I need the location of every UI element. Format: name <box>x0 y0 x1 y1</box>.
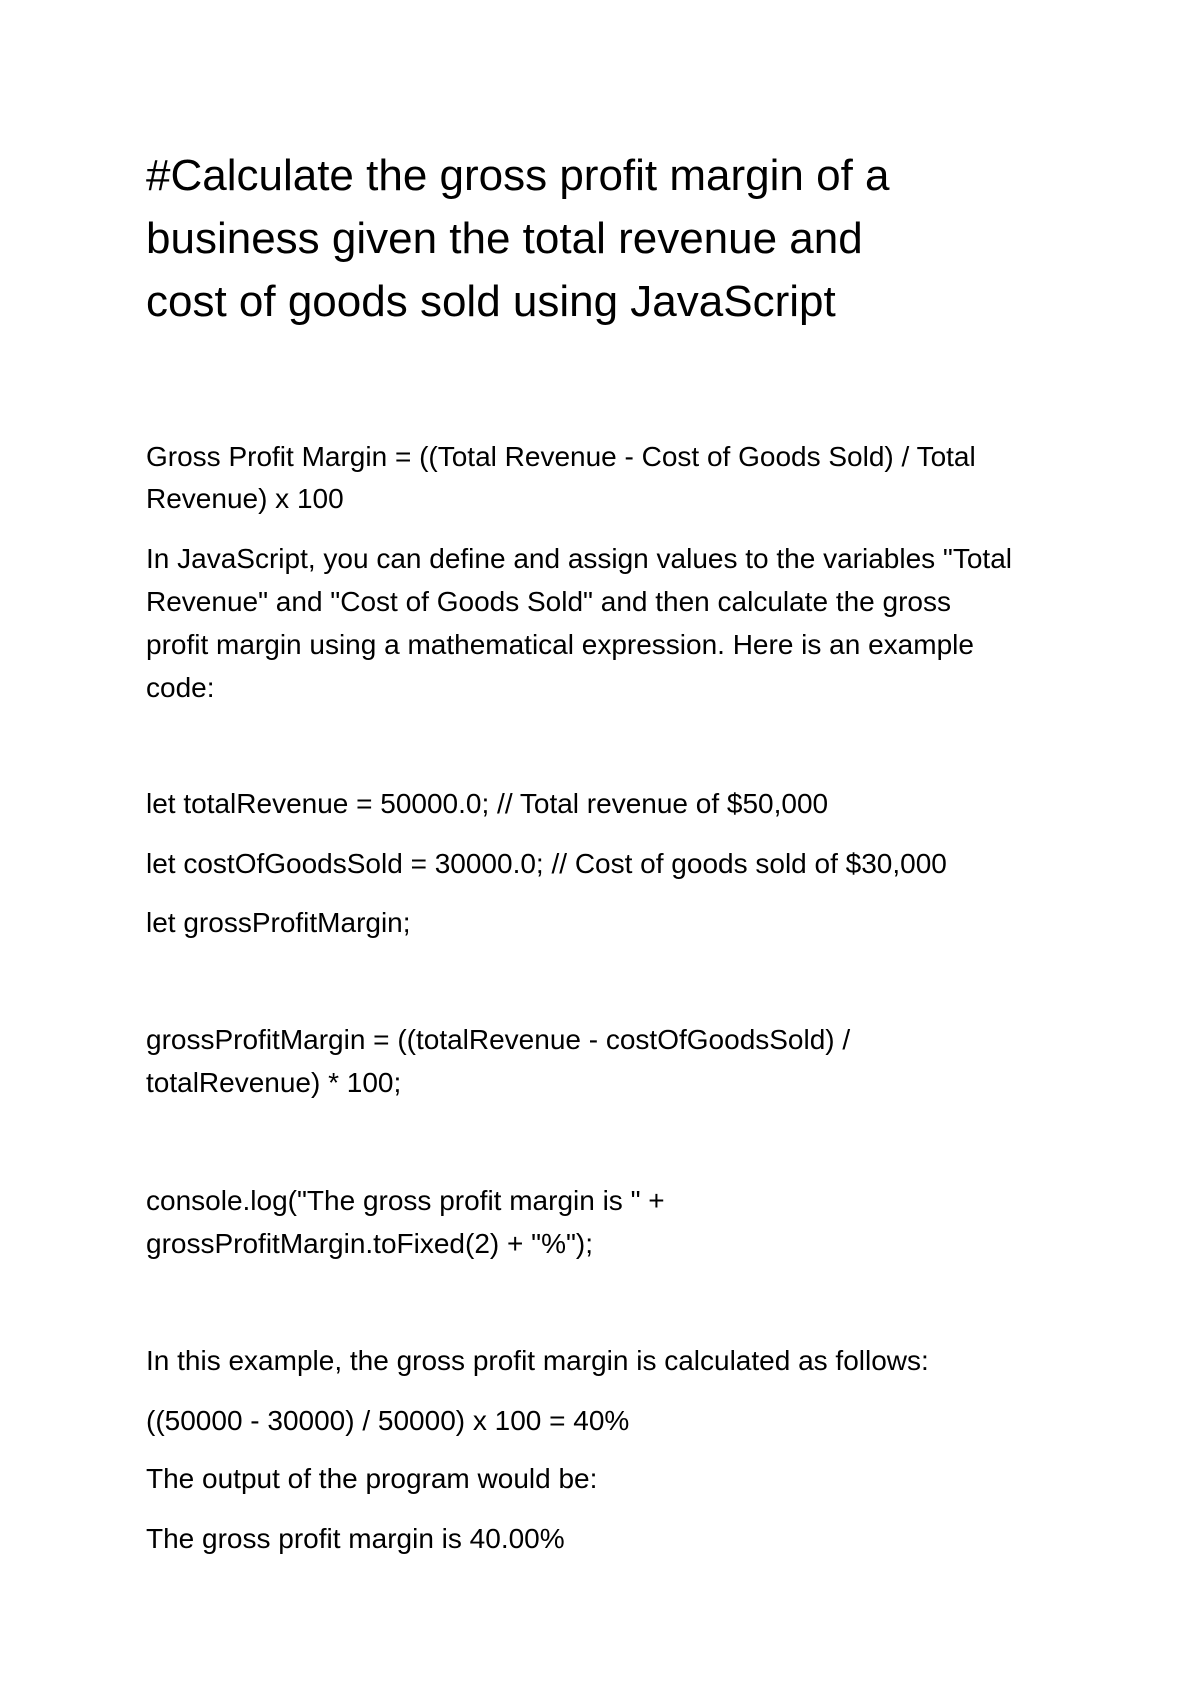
formula-line-1: Gross Profit Margin = ((Total Revenue - Cost of Goods Sold) / Total <box>146 441 976 472</box>
calculation-line: ((50000 - 30000) / 50000) x 100 = 40% <box>146 1405 630 1436</box>
formula-line-2: Revenue) x 100 <box>146 483 344 514</box>
code-line-margin-calc-1: grossProfitMargin = ((totalRevenue - costOfGoodsSold) / <box>146 1024 851 1055</box>
code-line-total-revenue: let totalRevenue = 50000.0; // Total revenue of $50,000 <box>146 788 829 819</box>
document-title-line-3: cost of goods sold using JavaScript <box>146 277 836 326</box>
intro-line-2: Revenue" and "Cost of Goods Sold" and then calculate the gross <box>146 586 951 617</box>
intro-line-3: profit margin using a mathematical expression. Here is an example <box>146 629 974 660</box>
explanation-line: In this example, the gross profit margin is calculated as follows: <box>146 1345 929 1376</box>
document-title-line-2: business given the total revenue and <box>146 214 863 263</box>
code-line-console-log-1: console.log("The gross profit margin is " + <box>146 1185 665 1216</box>
code-line-margin-calc-2: totalRevenue) * 100; <box>146 1067 402 1098</box>
code-line-declare-margin: let grossProfitMargin; <box>146 907 411 938</box>
document-title-line-1: #Calculate the gross profit margin of a <box>146 151 890 200</box>
output-label: The output of the program would be: <box>146 1463 598 1494</box>
output-value: The gross profit margin is 40.00% <box>146 1523 565 1554</box>
code-line-cost-of-goods: let costOfGoodsSold = 30000.0; // Cost of goods sold of $30,000 <box>146 848 947 879</box>
intro-line-1: In JavaScript, you can define and assign values to the variables "Total <box>146 543 1013 574</box>
intro-line-4: code: <box>146 672 215 703</box>
code-line-console-log-2: grossProfitMargin.toFixed(2) + "%"); <box>146 1228 594 1259</box>
